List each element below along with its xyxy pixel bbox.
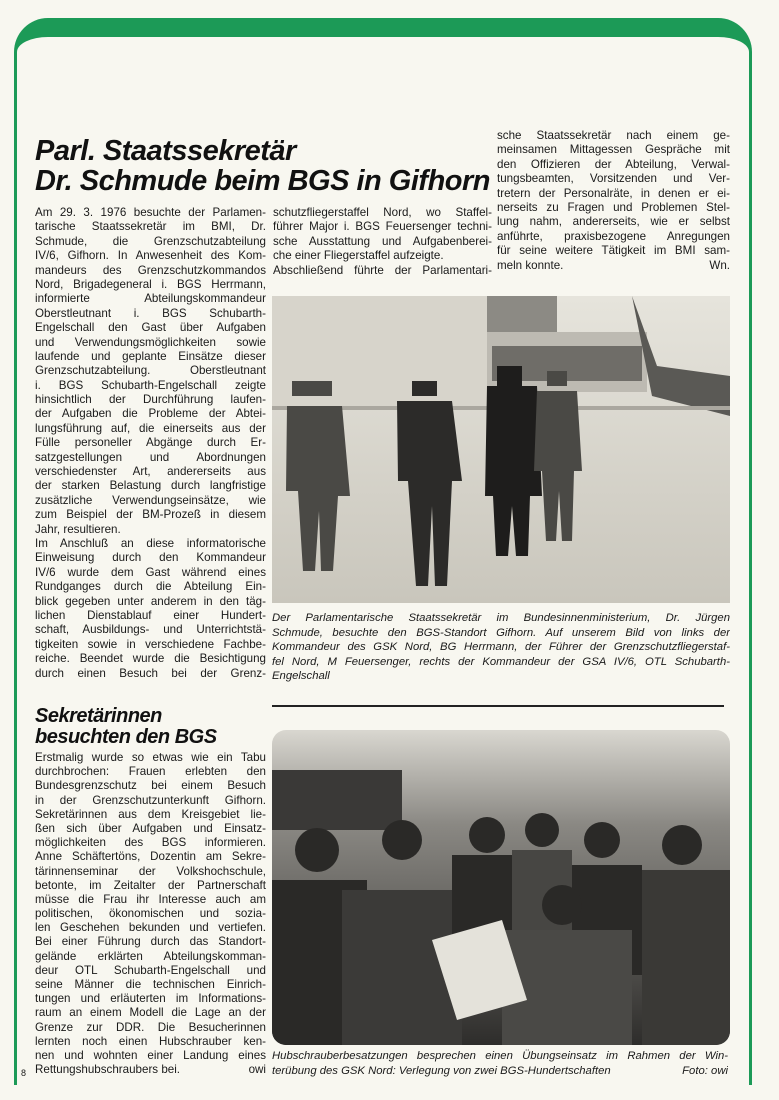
text-line: seine Männer die technischen Einrich- — [35, 978, 266, 991]
author-initials: Wn. — [709, 258, 730, 272]
text-line: ßen sich über Aufgaben und Einsatz- — [35, 821, 266, 835]
article1-headline — [35, 136, 490, 196]
text-line: für seine weitere Tätigkeit im BMI sam- — [497, 244, 730, 258]
text-line: schaft, Ausbildungs- und Unterrichtstä- — [35, 623, 266, 637]
text-line: Rundganges durch die Abteilung Ein- — [35, 580, 266, 594]
photo-credit: Foto: owi — [682, 1064, 728, 1077]
text-line: in der Grenzschutzunterkunft Gifhorn. — [35, 793, 266, 807]
text-line: anführte, praxisbezogene Anregungen — [497, 229, 730, 243]
text-line: deur OTL Schubarth-Engelschall und — [35, 963, 266, 977]
text-line: Am 29. 3. 1976 besuchte der Parlamen- — [35, 206, 266, 219]
text-line: Bei einer Führung durch das Standort- — [35, 935, 266, 949]
text-line: zusätzliche Verwendungseinsätze, wie — [35, 493, 266, 507]
text-line: betonte, im Zeitalter der Partnerschaft — [35, 878, 266, 892]
text-line: und Verwendungsmöglichkeiten sowie — [35, 335, 266, 349]
text-line: Schmude, besuchte den BGS-Standort Gifhorn. Auf unserem Bild von links der — [272, 626, 730, 639]
photo1-caption — [272, 611, 730, 684]
text-line — [272, 1064, 728, 1079]
text-line: Fülle personeller Abgänge durch Er- — [35, 436, 266, 450]
text-line: mandeurs des Grenzschutzkommandos — [35, 263, 266, 277]
text-line: fel Nord, M Feuersenger, rechts der Kommandeur der GSA IV/6, OTL Schubarth- — [272, 655, 730, 668]
text-line: zum Beispiel der BM-Prozeß in diesem — [35, 508, 266, 522]
text-line: Engelschall — [272, 670, 330, 683]
text-line: Abschließend führte der Parlamentari- — [273, 263, 492, 277]
text-line: Hubschrauberbesatzungen besprechen einen Übungseinsatz im Rahmen der Win- — [272, 1050, 728, 1062]
text-line: durch einen Besuch bei der Grenz- — [35, 666, 266, 680]
text-line: Grenze zur DDR. Die Besucherinnen — [35, 1020, 266, 1034]
text-line: Grenzschutzabteilung. Oberstleutnant — [35, 364, 266, 378]
text-line: der starken Belastung durch langfristige — [35, 479, 266, 493]
headline-line-2: besuchten den BGS — [35, 726, 217, 748]
text-line: der Aufgaben die Probleme der Abtei- — [35, 407, 266, 421]
text-line: lernten noch einen Hubschrauber ken- — [35, 1034, 266, 1048]
text-line: tarische Staatssekretär im BMI, Dr. — [35, 220, 266, 234]
text-line: tärinnenseminar der Volkshochschule, — [35, 864, 266, 878]
article2-headline — [35, 706, 217, 748]
text-line: Schmude, die Grenzschutzabteilung — [35, 234, 266, 248]
text-line: Jahr, resultieren. — [35, 522, 121, 536]
text-line: möglichkeiten des BGS informieren. — [35, 836, 266, 850]
green-frame-top — [14, 18, 752, 58]
text-line: Im Anschluß an diese informatorische — [35, 536, 266, 550]
article1-column-1 — [35, 206, 266, 681]
text-line: gelände erklärten Abteilungskomman- — [35, 949, 266, 963]
article1-column-2 — [273, 206, 492, 278]
text-line: raum an einem Modell die Lage an der — [35, 1006, 266, 1020]
text-line: nen und wohnten einer Landung eines — [35, 1048, 266, 1062]
text-line: Bundesgrenzschutz bei einem Besuch — [35, 779, 266, 793]
headline-line-2: Dr. Schmude beim BGS in Gifhorn — [35, 165, 490, 197]
text-line: sche Ausstattung und Aufgabenberei- — [273, 234, 492, 248]
text-line: lungsführung auf, die einerseits aus der — [35, 421, 266, 435]
text-line: führer Major i. BGS Feuersenger techni- — [273, 220, 492, 234]
text-line: informierte Abteilungskommandeur — [35, 292, 266, 306]
text-line-content: Rettungshubschraubers bei. — [35, 1063, 181, 1077]
author-initials: owi — [248, 1063, 266, 1077]
text-line: politischen, ökonomischen und sozia- — [35, 907, 266, 921]
text-line: Sekretärinnen aus dem Kreisgebiet lie- — [35, 807, 266, 821]
text-line-content: meln konnte. — [497, 258, 564, 272]
text-line: verschiedenster Art, andererseits aus — [35, 465, 266, 479]
text-line: satzgestellungen und Abordnungen — [35, 450, 266, 464]
text-line: müsse die Frau ihr Interesse auch am — [35, 892, 266, 906]
headline-line-1: Sekretärinnen — [35, 705, 162, 727]
text-line: che einer Fliegerstaffel aufzeigte. — [273, 249, 444, 263]
text-line: IV/6 wurde dem Gast während eines — [35, 565, 266, 579]
text-line: schutzfliegerstaffel Nord, wo Staffel- — [273, 206, 492, 219]
text-line — [497, 259, 730, 273]
text-line: tretern der Personalräte, in denen er ei- — [497, 186, 730, 200]
text-line: Anne Schäftertöns, Dozentin am Sekre- — [35, 850, 266, 864]
text-line: blick gegeben unter anderem in den täg- — [35, 594, 266, 608]
green-frame-right — [749, 55, 752, 1085]
photo-officials-walking — [272, 296, 730, 603]
text-line: Oberstleutnant i. BGS Schubarth- — [35, 306, 266, 320]
headline-line-1: Parl. Staatssekretär — [35, 135, 296, 167]
photo-helicopter-crews-briefing — [272, 730, 730, 1045]
text-line: Engelschall den Gast über Aufgaben — [35, 321, 266, 335]
article1-column-3 — [497, 129, 730, 273]
text-line: meinsamen Mittagessen Gespräche mit — [497, 143, 730, 157]
text-line: tungsbeamten, Vorsitzenden und Ver- — [497, 172, 730, 186]
text-line: laufende und geplante Einsätze dieser — [35, 349, 266, 363]
photo2-caption — [272, 1049, 728, 1078]
text-line — [35, 1063, 266, 1077]
text-line: IV/6, Gifhorn. In Anwesenheit des Kom- — [35, 249, 266, 263]
text-line: len Geschehen bekunden und vertiefen. — [35, 921, 266, 935]
text-line: nerseits zu Fragen und Problemen Stel- — [497, 200, 730, 214]
text-line: reiche. Beendet wurde die Besichtigung — [35, 652, 266, 666]
green-frame-left — [14, 55, 17, 1085]
article2-body — [35, 751, 266, 1077]
text-line: Nord, Brigadegeneral i. BGS Herrmann, — [35, 277, 266, 291]
section-divider — [272, 705, 724, 707]
text-line: lung nahm, andererseits, wie er selbst — [497, 215, 730, 229]
text-line: den Offizieren der Abteilung, Verwal- — [497, 157, 730, 171]
text-line: tigkeiten sowie in verschiedene Fachbe- — [35, 637, 266, 651]
text-line: Einweisung durch den Kommandeur — [35, 551, 266, 565]
text-line: sche Staatssekretär nach einem ge- — [497, 129, 730, 142]
text-line: lichen Dienstablauf einer Hundert- — [35, 608, 266, 622]
text-line: hinsichtlich der Durchführung laufen- — [35, 393, 266, 407]
text-line: Der Parlamentarische Staatssekretär im Bundesinnenministerium, Dr. Jürgen — [272, 612, 730, 624]
page-number: 8 — [21, 1068, 27, 1078]
text-line-content: terübung des GSK Nord: Verlegung von zwei BGS-Hundertschaften — [272, 1064, 611, 1077]
text-line: durchbrochen: Frauen erlebten den — [35, 765, 266, 779]
text-line: tungen und erläuterten im Informations- — [35, 992, 266, 1006]
text-line: i. BGS Schubarth-Engelschall zeigte — [35, 378, 266, 392]
text-line: Erstmalig wurde so etwas wie ein Tabu — [35, 751, 266, 764]
text-line: Kommandeur des GSK Nord, BG Herrmann, der Führer der Grenzschutzfliegerstaf- — [272, 641, 730, 654]
